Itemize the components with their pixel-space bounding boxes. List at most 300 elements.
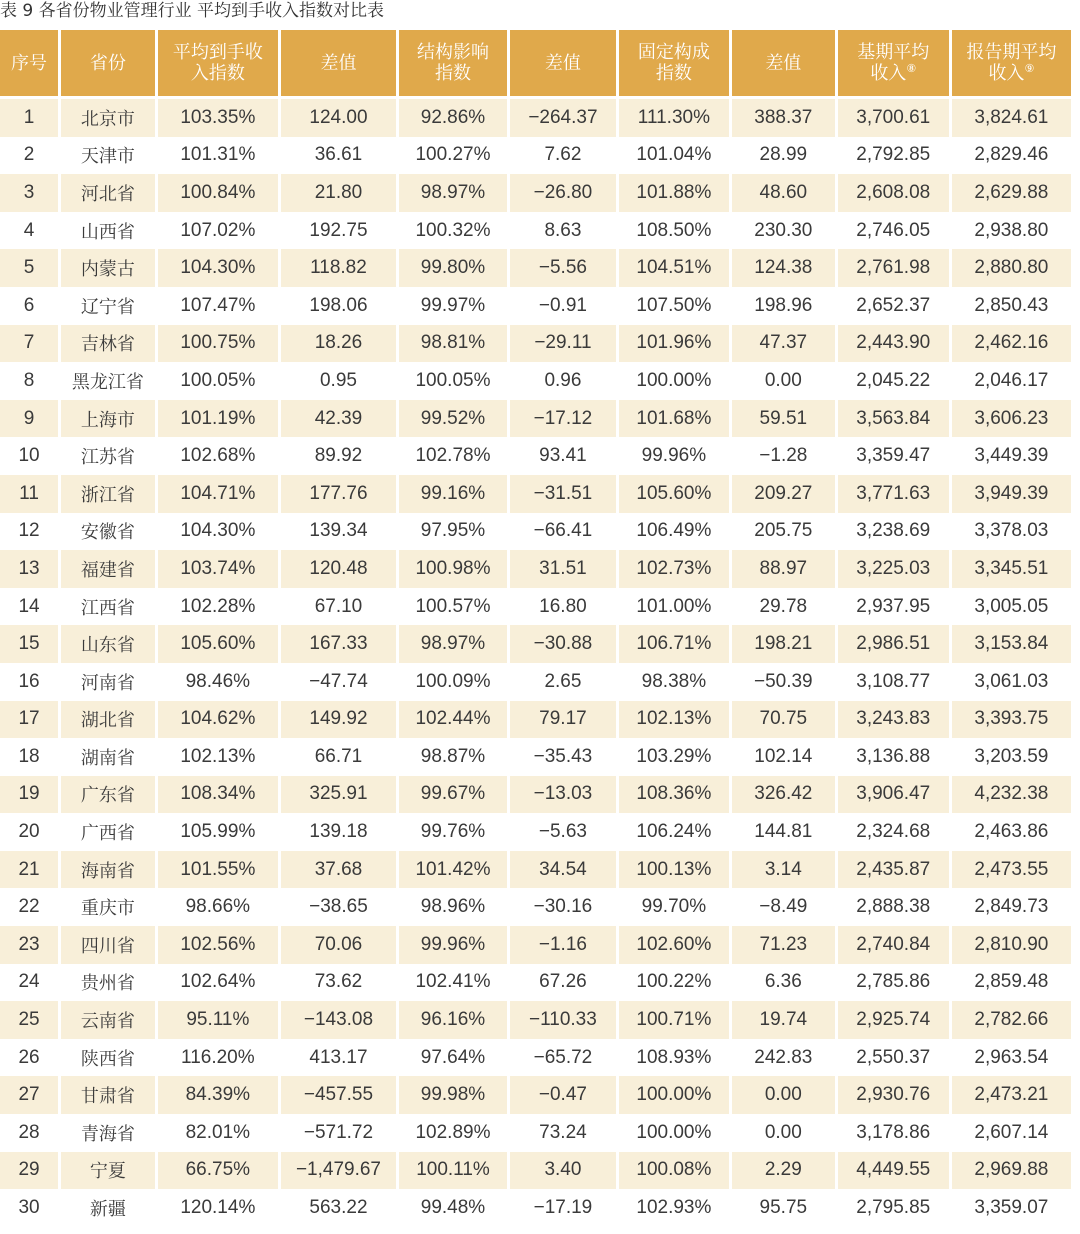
diff-3-cell: 29.78 xyxy=(732,588,835,626)
province-cell: 青海省 xyxy=(61,1114,155,1152)
province-cell: 江西省 xyxy=(61,588,155,626)
base-income-cell: 2,925.74 xyxy=(838,1001,949,1039)
diff-2-cell: 79.17 xyxy=(510,701,616,739)
structure-index-cell: 97.95% xyxy=(399,513,507,551)
structure-index-cell: 99.97% xyxy=(399,287,507,325)
avg-income-index-cell: 82.01% xyxy=(158,1114,278,1152)
province-cell: 新疆 xyxy=(61,1189,155,1227)
fixed-index-cell: 102.60% xyxy=(619,926,729,964)
report-income-cell: 2,880.80 xyxy=(952,249,1071,287)
row-index-cell: 20 xyxy=(0,813,58,851)
report-income-cell: 2,859.48 xyxy=(952,964,1071,1002)
report-income-cell: 3,203.59 xyxy=(952,738,1071,776)
report-income-cell: 3,824.61 xyxy=(952,99,1071,137)
diff-1-cell: 21.80 xyxy=(281,174,396,212)
avg-income-index-cell: 116.20% xyxy=(158,1039,278,1077)
diff-2-cell: 2.65 xyxy=(510,663,616,701)
base-income-cell: 2,443.90 xyxy=(838,325,949,363)
row-index-cell: 8 xyxy=(0,362,58,400)
diff-2-cell: −17.19 xyxy=(510,1189,616,1227)
base-income-cell: 2,652.37 xyxy=(838,287,949,325)
fixed-index-cell: 108.93% xyxy=(619,1039,729,1077)
avg-income-index-cell: 102.64% xyxy=(158,964,278,1002)
diff-1-cell: −38.65 xyxy=(281,888,396,926)
report-income-cell: 2,463.86 xyxy=(952,813,1071,851)
fixed-index-cell: 101.68% xyxy=(619,400,729,438)
structure-index-cell: 99.98% xyxy=(399,1076,507,1114)
base-income-cell: 2,792.85 xyxy=(838,137,949,175)
diff-2-cell: −30.16 xyxy=(510,888,616,926)
header-label: 固定构成 指数 xyxy=(637,42,710,84)
row-index-cell: 3 xyxy=(0,174,58,212)
diff-1-cell: 192.75 xyxy=(281,212,396,250)
avg-income-index-cell: 105.99% xyxy=(158,813,278,851)
fixed-index-cell: 100.13% xyxy=(619,851,729,889)
row-index-cell: 14 xyxy=(0,588,58,626)
report-income-cell: 2,046.17 xyxy=(952,362,1071,400)
province-cell: 广西省 xyxy=(61,813,155,851)
diff-1-cell: 325.91 xyxy=(281,776,396,814)
row-index-cell: 30 xyxy=(0,1189,58,1227)
header-index xyxy=(0,30,58,99)
table-row xyxy=(0,1039,1071,1077)
diff-1-cell: 42.39 xyxy=(281,400,396,438)
header-label: 差值 xyxy=(320,52,357,74)
structure-index-cell: 102.44% xyxy=(399,701,507,739)
avg-income-index-cell: 102.56% xyxy=(158,926,278,964)
base-income-cell: 3,225.03 xyxy=(838,550,949,588)
table-body xyxy=(0,99,1071,1227)
avg-income-index-cell: 66.75% xyxy=(158,1152,278,1190)
province-income-table xyxy=(0,30,1074,1227)
diff-3-cell: 198.96 xyxy=(732,287,835,325)
report-income-cell: 2,810.90 xyxy=(952,926,1071,964)
base-income-cell: 2,045.22 xyxy=(838,362,949,400)
diff-1-cell: 37.68 xyxy=(281,851,396,889)
structure-index-cell: 100.09% xyxy=(399,663,507,701)
fixed-index-cell: 106.71% xyxy=(619,625,729,663)
row-index-cell: 21 xyxy=(0,851,58,889)
header-diff-2 xyxy=(510,30,616,99)
structure-index-cell: 99.76% xyxy=(399,813,507,851)
table-row xyxy=(0,851,1071,889)
diff-1-cell: 563.22 xyxy=(281,1189,396,1227)
diff-2-cell: −29.11 xyxy=(510,325,616,363)
header-report-income xyxy=(952,30,1071,99)
table-row xyxy=(0,475,1071,513)
diff-3-cell: 242.83 xyxy=(732,1039,835,1077)
diff-1-cell: 167.33 xyxy=(281,625,396,663)
avg-income-index-cell: 108.34% xyxy=(158,776,278,814)
base-income-cell: 2,324.68 xyxy=(838,813,949,851)
diff-3-cell: 2.29 xyxy=(732,1152,835,1190)
avg-income-index-cell: 104.71% xyxy=(158,475,278,513)
province-cell: 上海市 xyxy=(61,400,155,438)
diff-2-cell: −66.41 xyxy=(510,513,616,551)
report-income-cell: 3,153.84 xyxy=(952,625,1071,663)
diff-3-cell: 144.81 xyxy=(732,813,835,851)
province-cell: 北京市 xyxy=(61,99,155,137)
diff-3-cell: 95.75 xyxy=(732,1189,835,1227)
table-row xyxy=(0,437,1071,475)
table-row xyxy=(0,99,1071,137)
table-row xyxy=(0,400,1071,438)
diff-3-cell: 198.21 xyxy=(732,625,835,663)
avg-income-index-cell: 101.31% xyxy=(158,137,278,175)
avg-income-index-cell: 102.68% xyxy=(158,437,278,475)
diff-3-cell: 326.42 xyxy=(732,776,835,814)
row-index-cell: 18 xyxy=(0,738,58,776)
structure-index-cell: 100.05% xyxy=(399,362,507,400)
table-row xyxy=(0,663,1071,701)
table-row xyxy=(0,550,1071,588)
diff-1-cell: 18.26 xyxy=(281,325,396,363)
table-row xyxy=(0,1152,1071,1190)
table-row xyxy=(0,137,1071,175)
base-income-cell: 3,359.47 xyxy=(838,437,949,475)
province-cell: 湖北省 xyxy=(61,701,155,739)
diff-2-cell: 16.80 xyxy=(510,588,616,626)
fixed-index-cell: 101.96% xyxy=(619,325,729,363)
province-cell: 河南省 xyxy=(61,663,155,701)
table-row xyxy=(0,212,1071,250)
header-base-income xyxy=(838,30,949,99)
fixed-index-cell: 102.93% xyxy=(619,1189,729,1227)
row-index-cell: 17 xyxy=(0,701,58,739)
base-income-cell: 2,986.51 xyxy=(838,625,949,663)
diff-3-cell: 88.97 xyxy=(732,550,835,588)
diff-1-cell: 139.34 xyxy=(281,513,396,551)
structure-index-cell: 99.16% xyxy=(399,475,507,513)
report-income-cell: 2,850.43 xyxy=(952,287,1071,325)
base-income-cell: 3,771.63 xyxy=(838,475,949,513)
fixed-index-cell: 101.04% xyxy=(619,137,729,175)
diff-3-cell: 124.38 xyxy=(732,249,835,287)
structure-index-cell: 97.64% xyxy=(399,1039,507,1077)
fixed-index-cell: 100.00% xyxy=(619,362,729,400)
avg-income-index-cell: 100.05% xyxy=(158,362,278,400)
table-row xyxy=(0,1001,1071,1039)
fixed-index-cell: 100.22% xyxy=(619,964,729,1002)
report-income-cell: 2,938.80 xyxy=(952,212,1071,250)
header-label: 基期平均 收入 xyxy=(857,42,930,84)
structure-index-cell: 100.27% xyxy=(399,137,507,175)
diff-1-cell: 177.76 xyxy=(281,475,396,513)
avg-income-index-cell: 120.14% xyxy=(158,1189,278,1227)
avg-income-index-cell: 98.66% xyxy=(158,888,278,926)
diff-3-cell: 59.51 xyxy=(732,400,835,438)
fixed-index-cell: 99.96% xyxy=(619,437,729,475)
report-income-cell: 2,629.88 xyxy=(952,174,1071,212)
structure-index-cell: 102.78% xyxy=(399,437,507,475)
row-index-cell: 4 xyxy=(0,212,58,250)
province-cell: 山西省 xyxy=(61,212,155,250)
row-index-cell: 6 xyxy=(0,287,58,325)
avg-income-index-cell: 100.84% xyxy=(158,174,278,212)
avg-income-index-cell: 104.62% xyxy=(158,701,278,739)
row-index-cell: 15 xyxy=(0,625,58,663)
row-index-cell: 11 xyxy=(0,475,58,513)
fixed-index-cell: 106.24% xyxy=(619,813,729,851)
province-cell: 河北省 xyxy=(61,174,155,212)
avg-income-index-cell: 101.55% xyxy=(158,851,278,889)
diff-1-cell: 73.62 xyxy=(281,964,396,1002)
structure-index-cell: 98.97% xyxy=(399,625,507,663)
province-cell: 内蒙古 xyxy=(61,249,155,287)
header-label: 省份 xyxy=(89,52,126,74)
row-index-cell: 12 xyxy=(0,513,58,551)
province-cell: 安徽省 xyxy=(61,513,155,551)
province-cell: 浙江省 xyxy=(61,475,155,513)
diff-2-cell: 67.26 xyxy=(510,964,616,1002)
row-index-cell: 16 xyxy=(0,663,58,701)
structure-index-cell: 102.41% xyxy=(399,964,507,1002)
diff-2-cell: 93.41 xyxy=(510,437,616,475)
base-income-cell: 2,435.87 xyxy=(838,851,949,889)
diff-3-cell: 70.75 xyxy=(732,701,835,739)
diff-2-cell: 73.24 xyxy=(510,1114,616,1152)
structure-index-cell: 92.86% xyxy=(399,99,507,137)
report-income-cell: 2,849.73 xyxy=(952,888,1071,926)
report-income-cell: 4,232.38 xyxy=(952,776,1071,814)
report-income-cell: 2,473.55 xyxy=(952,851,1071,889)
report-income-cell: 2,607.14 xyxy=(952,1114,1071,1152)
fixed-index-cell: 100.71% xyxy=(619,1001,729,1039)
diff-3-cell: 19.74 xyxy=(732,1001,835,1039)
diff-2-cell: 8.63 xyxy=(510,212,616,250)
structure-index-cell: 98.81% xyxy=(399,325,507,363)
province-cell: 海南省 xyxy=(61,851,155,889)
diff-3-cell: 28.99 xyxy=(732,137,835,175)
base-income-cell: 3,178.86 xyxy=(838,1114,949,1152)
table-row xyxy=(0,776,1071,814)
avg-income-index-cell: 102.28% xyxy=(158,588,278,626)
diff-3-cell: 388.37 xyxy=(732,99,835,137)
report-income-cell: 3,061.03 xyxy=(952,663,1071,701)
diff-1-cell: 124.00 xyxy=(281,99,396,137)
diff-2-cell: 34.54 xyxy=(510,851,616,889)
avg-income-index-cell: 107.02% xyxy=(158,212,278,250)
fixed-index-cell: 101.88% xyxy=(619,174,729,212)
header-structure-index xyxy=(399,30,507,99)
structure-index-cell: 98.97% xyxy=(399,174,507,212)
report-income-cell: 3,606.23 xyxy=(952,400,1071,438)
header-label: 报告期平均 收入 xyxy=(966,42,1057,84)
row-index-cell: 13 xyxy=(0,550,58,588)
diff-1-cell: −571.72 xyxy=(281,1114,396,1152)
diff-2-cell: 7.62 xyxy=(510,137,616,175)
base-income-cell: 2,937.95 xyxy=(838,588,949,626)
avg-income-index-cell: 105.60% xyxy=(158,625,278,663)
structure-index-cell: 100.11% xyxy=(399,1152,507,1190)
table-row xyxy=(0,513,1071,551)
diff-1-cell: 198.06 xyxy=(281,287,396,325)
structure-index-cell: 98.87% xyxy=(399,738,507,776)
diff-2-cell: −5.56 xyxy=(510,249,616,287)
diff-1-cell: 139.18 xyxy=(281,813,396,851)
report-income-cell: 2,829.46 xyxy=(952,137,1071,175)
fixed-index-cell: 100.00% xyxy=(619,1076,729,1114)
diff-2-cell: −1.16 xyxy=(510,926,616,964)
fixed-index-cell: 108.36% xyxy=(619,776,729,814)
diff-2-cell: 31.51 xyxy=(510,550,616,588)
diff-1-cell: 413.17 xyxy=(281,1039,396,1077)
base-income-cell: 2,761.98 xyxy=(838,249,949,287)
diff-2-cell: −65.72 xyxy=(510,1039,616,1077)
fixed-index-cell: 102.13% xyxy=(619,701,729,739)
row-index-cell: 10 xyxy=(0,437,58,475)
structure-index-cell: 99.48% xyxy=(399,1189,507,1227)
report-income-cell: 2,969.88 xyxy=(952,1152,1071,1190)
diff-3-cell: 48.60 xyxy=(732,174,835,212)
row-index-cell: 7 xyxy=(0,325,58,363)
table-caption: 表 9 各省份物业管理行业 平均到手收入指数对比表 xyxy=(0,1,385,21)
avg-income-index-cell: 103.74% xyxy=(158,550,278,588)
base-income-cell: 3,906.47 xyxy=(838,776,949,814)
diff-2-cell: −17.12 xyxy=(510,400,616,438)
base-income-cell: 2,746.05 xyxy=(838,212,949,250)
diff-2-cell: −110.33 xyxy=(510,1001,616,1039)
avg-income-index-cell: 104.30% xyxy=(158,249,278,287)
fixed-index-cell: 107.50% xyxy=(619,287,729,325)
row-index-cell: 2 xyxy=(0,137,58,175)
diff-3-cell: 230.30 xyxy=(732,212,835,250)
diff-3-cell: 102.14 xyxy=(732,738,835,776)
table-row xyxy=(0,325,1071,363)
footnote-marker: ⑧ xyxy=(906,62,917,75)
province-cell: 湖南省 xyxy=(61,738,155,776)
diff-1-cell: −457.55 xyxy=(281,1076,396,1114)
fixed-index-cell: 100.08% xyxy=(619,1152,729,1190)
base-income-cell: 3,108.77 xyxy=(838,663,949,701)
row-index-cell: 29 xyxy=(0,1152,58,1190)
fixed-index-cell: 108.50% xyxy=(619,212,729,250)
structure-index-cell: 101.42% xyxy=(399,851,507,889)
structure-index-cell: 99.96% xyxy=(399,926,507,964)
fixed-index-cell: 100.00% xyxy=(619,1114,729,1152)
report-income-cell: 3,005.05 xyxy=(952,588,1071,626)
report-income-cell: 3,949.39 xyxy=(952,475,1071,513)
province-cell: 云南省 xyxy=(61,1001,155,1039)
province-cell: 天津市 xyxy=(61,137,155,175)
table-row xyxy=(0,701,1071,739)
table-header xyxy=(0,30,1071,99)
diff-1-cell: 36.61 xyxy=(281,137,396,175)
table-row xyxy=(0,813,1071,851)
base-income-cell: 2,888.38 xyxy=(838,888,949,926)
report-income-cell: 3,359.07 xyxy=(952,1189,1071,1227)
diff-1-cell: 70.06 xyxy=(281,926,396,964)
avg-income-index-cell: 98.46% xyxy=(158,663,278,701)
header-row xyxy=(0,30,1071,99)
base-income-cell: 2,795.85 xyxy=(838,1189,949,1227)
diff-3-cell: −1.28 xyxy=(732,437,835,475)
row-index-cell: 5 xyxy=(0,249,58,287)
diff-3-cell: −8.49 xyxy=(732,888,835,926)
report-income-cell: 3,345.51 xyxy=(952,550,1071,588)
header-label: 差值 xyxy=(765,52,802,74)
footnote-marker: ⑨ xyxy=(1024,62,1035,75)
diff-2-cell: −26.80 xyxy=(510,174,616,212)
diff-3-cell: 3.14 xyxy=(732,851,835,889)
avg-income-index-cell: 103.35% xyxy=(158,99,278,137)
structure-index-cell: 98.96% xyxy=(399,888,507,926)
header-diff-3 xyxy=(732,30,835,99)
fixed-index-cell: 101.00% xyxy=(619,588,729,626)
table-row xyxy=(0,362,1071,400)
structure-index-cell: 100.98% xyxy=(399,550,507,588)
diff-1-cell: −47.74 xyxy=(281,663,396,701)
header-label: 平均到手收 入指数 xyxy=(172,42,263,84)
province-cell: 四川省 xyxy=(61,926,155,964)
avg-income-index-cell: 102.13% xyxy=(158,738,278,776)
fixed-index-cell: 99.70% xyxy=(619,888,729,926)
avg-income-index-cell: 107.47% xyxy=(158,287,278,325)
row-index-cell: 23 xyxy=(0,926,58,964)
diff-1-cell: 67.10 xyxy=(281,588,396,626)
province-cell: 陕西省 xyxy=(61,1039,155,1077)
diff-1-cell: 149.92 xyxy=(281,701,396,739)
fixed-index-cell: 104.51% xyxy=(619,249,729,287)
structure-index-cell: 99.67% xyxy=(399,776,507,814)
base-income-cell: 3,238.69 xyxy=(838,513,949,551)
header-fixed-index xyxy=(619,30,729,99)
table-row xyxy=(0,1114,1071,1152)
diff-3-cell: 71.23 xyxy=(732,926,835,964)
diff-1-cell: 120.48 xyxy=(281,550,396,588)
fixed-index-cell: 103.29% xyxy=(619,738,729,776)
row-index-cell: 28 xyxy=(0,1114,58,1152)
diff-2-cell: −13.03 xyxy=(510,776,616,814)
table-row xyxy=(0,625,1071,663)
diff-2-cell: −31.51 xyxy=(510,475,616,513)
base-income-cell: 2,608.08 xyxy=(838,174,949,212)
table-row xyxy=(0,888,1071,926)
base-income-cell: 2,740.84 xyxy=(838,926,949,964)
diff-2-cell: −35.43 xyxy=(510,738,616,776)
table-row xyxy=(0,174,1071,212)
report-income-cell: 2,782.66 xyxy=(952,1001,1071,1039)
report-income-cell: 2,473.21 xyxy=(952,1076,1071,1114)
diff-2-cell: −0.47 xyxy=(510,1076,616,1114)
base-income-cell: 3,700.61 xyxy=(838,99,949,137)
fixed-index-cell: 111.30% xyxy=(619,99,729,137)
base-income-cell: 3,136.88 xyxy=(838,738,949,776)
diff-1-cell: −1,479.67 xyxy=(281,1152,396,1190)
avg-income-index-cell: 84.39% xyxy=(158,1076,278,1114)
structure-index-cell: 102.89% xyxy=(399,1114,507,1152)
structure-index-cell: 100.32% xyxy=(399,212,507,250)
province-cell: 山东省 xyxy=(61,625,155,663)
row-index-cell: 22 xyxy=(0,888,58,926)
report-income-cell: 2,462.16 xyxy=(952,325,1071,363)
avg-income-index-cell: 104.30% xyxy=(158,513,278,551)
diff-3-cell: 0.00 xyxy=(732,362,835,400)
province-cell: 贵州省 xyxy=(61,964,155,1002)
fixed-index-cell: 105.60% xyxy=(619,475,729,513)
table-row xyxy=(0,249,1071,287)
report-income-cell: 3,393.75 xyxy=(952,701,1071,739)
diff-1-cell: 89.92 xyxy=(281,437,396,475)
table-row xyxy=(0,964,1071,1002)
diff-1-cell: 118.82 xyxy=(281,249,396,287)
diff-2-cell: 0.96 xyxy=(510,362,616,400)
base-income-cell: 4,449.55 xyxy=(838,1152,949,1190)
province-cell: 黑龙江省 xyxy=(61,362,155,400)
diff-3-cell: 0.00 xyxy=(732,1114,835,1152)
province-cell: 广东省 xyxy=(61,776,155,814)
diff-1-cell: 66.71 xyxy=(281,738,396,776)
